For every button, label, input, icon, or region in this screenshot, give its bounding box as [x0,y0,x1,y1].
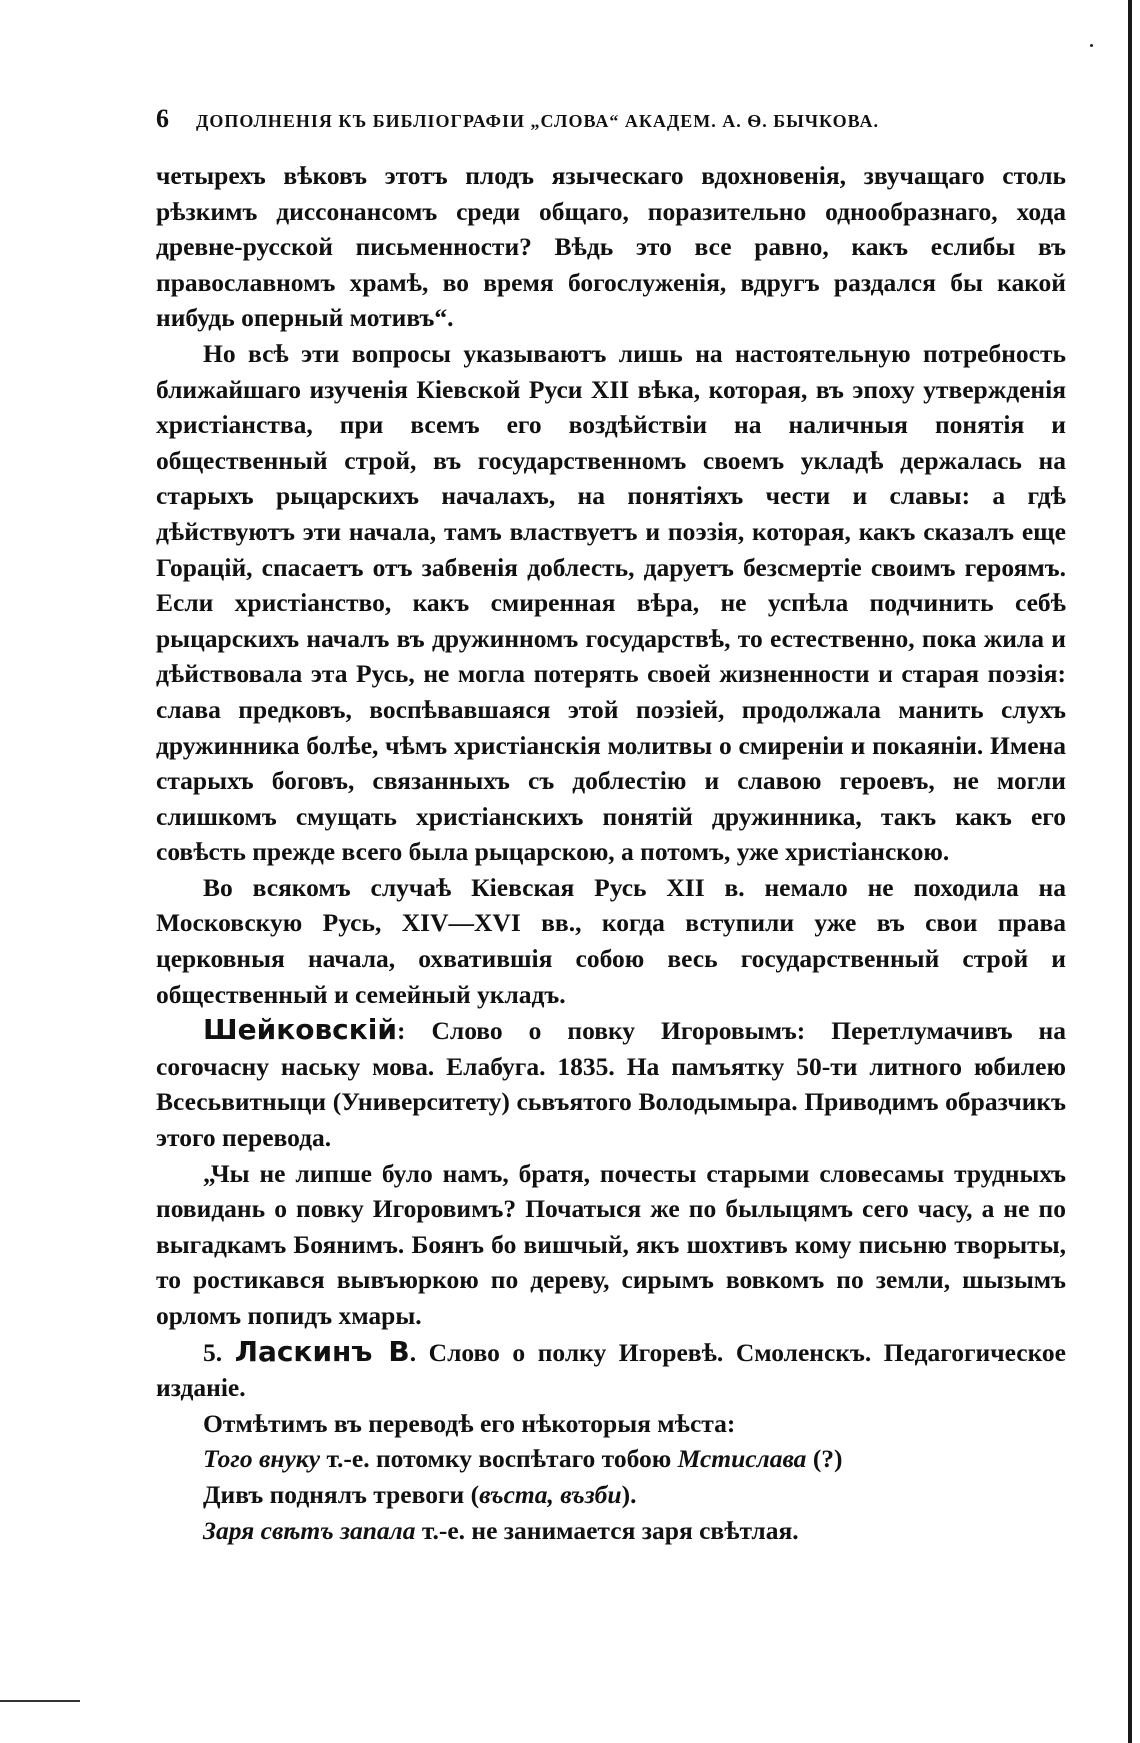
line-1-text: т.-е. потомку воспѣтаго тобою [320,1444,678,1474]
page-number: 6 [156,104,170,133]
entry-5-line-1 [156,1441,1066,1477]
bottom-left-rule [0,1700,80,1702]
right-edge-rule [1128,0,1132,1743]
running-title: ДОПОЛНЕНІЯ КЪ БИБЛІОГРАФІИ „СЛОВА“ АКАДЕМ. А. Ѳ. БЫЧКОВА. [196,111,880,131]
running-header [156,104,1066,138]
line-1-italic: Того внуку [203,1444,321,1474]
entry-5-number: 5. [203,1337,223,1367]
paragraph-3: Во всякомъ случаѣ Кіевская Русь XII в. немало не походила на Московскую Русь, XIV—XVI вв., когда вступили уже въ свои права церковныя начала, охватившія собою весь государственный строй и общественный и семейный укладъ. [156,872,1066,1009]
line-1-italic-2: Мстислава [677,1444,807,1474]
page-body [156,158,1066,1548]
entry-5-text: . Слово о полку Игоревѣ. Смоленскъ. Педагогическое изданіе. [156,1337,1066,1403]
paragraph-1: четырехъ вѣковъ этотъ плодъ языческаго вдохновенія, звучащаго столь рѣзкимъ диссонансомъ среди общаго, поразительно однообразнаго, хода древне-русской письменности? Вѣдь это все равно, какъ еслибы въ православномъ храмѣ, во время богослуженія, вдругъ раздался бы какой нибудь оперный мотивъ“. [156,161,1066,333]
bibliography-entry-4 [156,1012,1066,1155]
line-2-text: Дивъ поднялъ тревоги ( [203,1479,480,1509]
entry-5-line-3 [156,1513,1066,1549]
line-2-end: ). [621,1479,637,1509]
entry-4-author: Шейковскій [203,1013,397,1047]
speck-mark [1090,44,1093,47]
line-1-end: (?) [806,1444,843,1474]
line-2-italic: въста, възби [479,1479,622,1509]
bibliography-entry-5 [156,1334,1066,1406]
entry-5-author: Ласкинъ В [234,1334,410,1368]
line-3-italic: Заря свѣтъ запала [203,1515,416,1545]
entry-5-intro: Отмѣтимъ въ переводѣ его нѣкоторыя мѣста: [203,1408,736,1438]
book-page [156,104,1066,1548]
line-3-text: т.-е. не занимается заря свѣтлая. [415,1515,799,1545]
entry-5-line-2 [156,1477,1066,1513]
entry-4-text: : Слово о повку Игоровымъ: Перетлумачивъ на согочасну наську мова. Елабуга. 1835. На памъятку 50-ти литного юбилею Всесьвитныци (Университету) сьвъятого Володымыра. Приводимъ образчикъ этого перевода. [156,1016,1066,1153]
paragraph-2: Но всѣ эти вопросы указываютъ лишь на настоятельную потребность ближайшаго изученія Кіевской Руси XII вѣка, которая, въ эпоху утвержденія христіанства, при всемъ его воздѣйствіи на наличныя понятія и общественный строй, въ государственномъ своемъ укладѣ держалась на старыхъ рыцарскихъ началахъ, на понятіяхъ чести и славы: а гдѣ дѣйствуютъ эти начала, тамъ властвуетъ и поэзія, которая, какъ сказалъ еще Горацій, спасаетъ отъ забвенія доблесть, даруетъ безсмертіе своимъ героямъ. Если христіанство, какъ смиренная вѣра, не успѣла подчинить себѣ рыцарскихъ началъ въ дружинномъ государствѣ, то естественно, пока жила и дѣйствовала эта Русь, не могла потерять своей жизненности и старая поэзія: слава предковъ, воспѣвавшаяся этой поэзіей, продолжала манить слухъ дружинника болѣе, чѣмъ христіанскія молитвы о смиреніи и покаяніи. Имена старыхъ боговъ, связанныхъ съ доблестію и славою героевъ, не могли слишкомъ смущать христіанскихъ понятій дружинника, такъ какъ его совѣсть прежде всего была рыцарскою, а потомъ, уже христіанскою. [156,338,1066,867]
entry-4-quote: „Чы не липше було намъ, братя, почесты старыми словесамы трудныхъ повидань о повку Игоровимъ? Початыся же по былыцямъ сего часу, а не по выгадкамъ Боянимъ. Боянъ бо вишчый, якъ шохтивъ кому письню творыты, то ростикався вывъюркою по дереву, сирымъ вовкомъ по земли, шызымъ орломъ попидъ хмары. [156,1158,1066,1330]
